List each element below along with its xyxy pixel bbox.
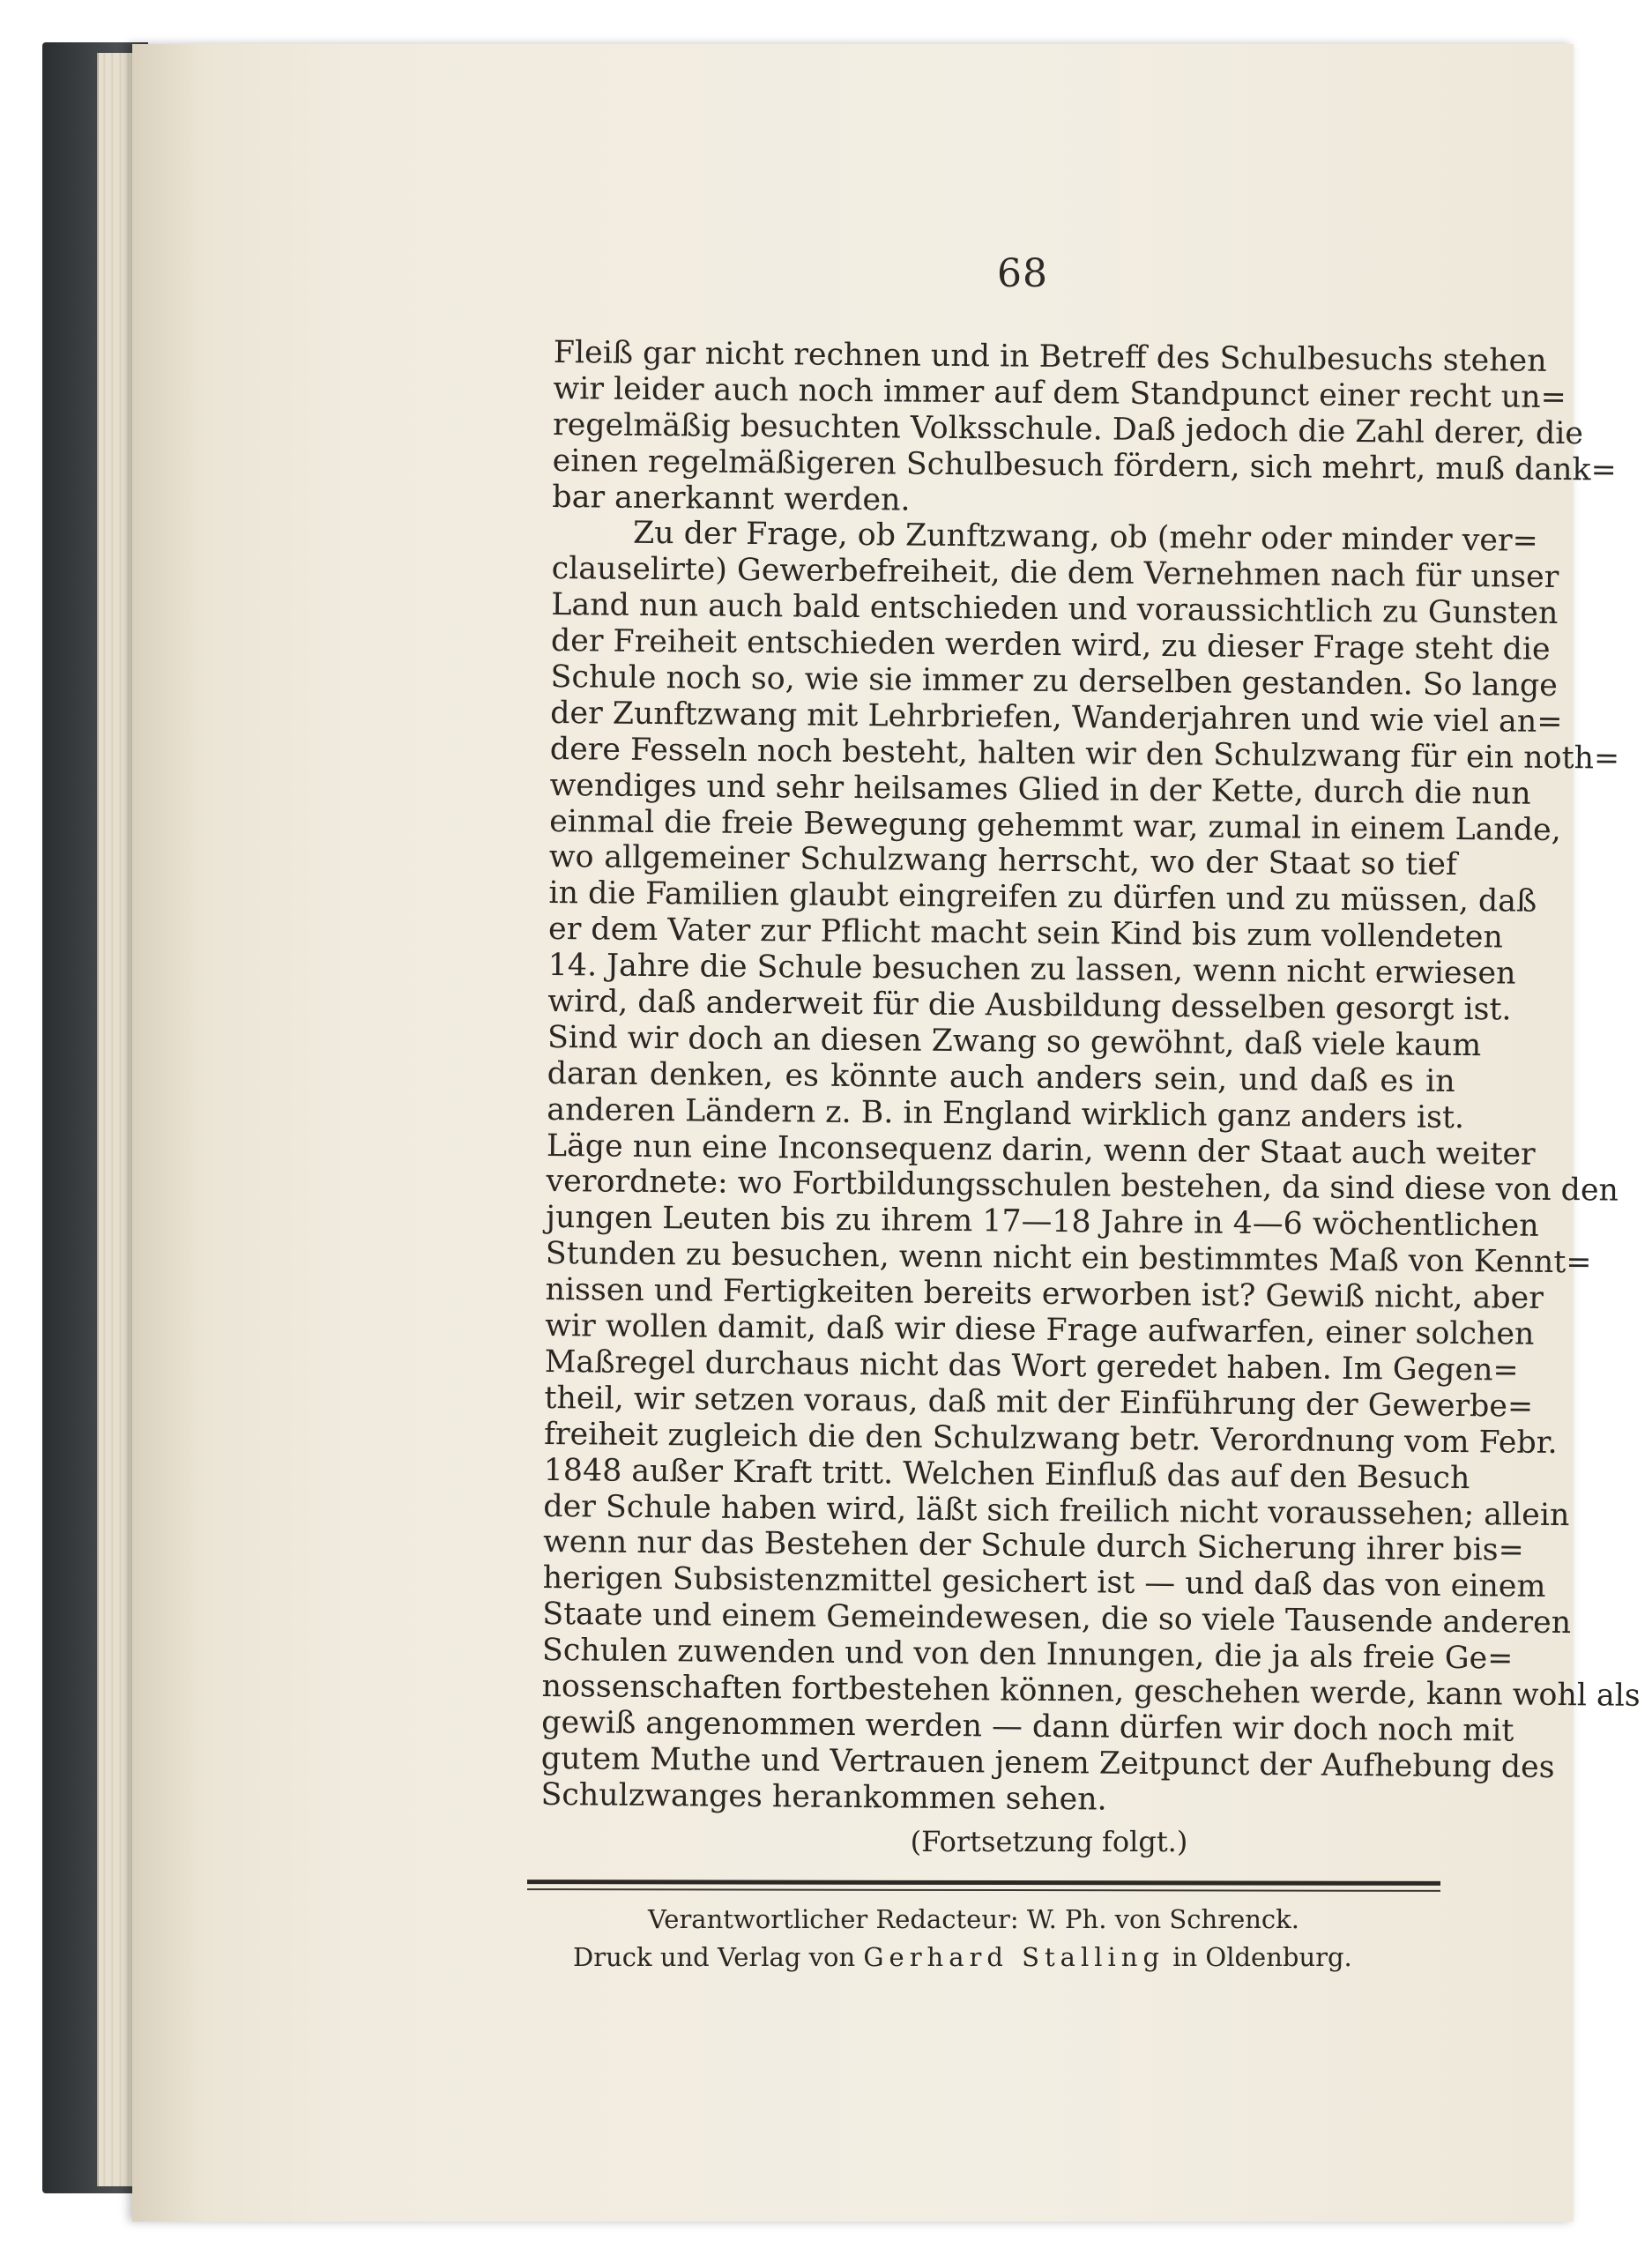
text-line: jungen Leuten bis zu ihrem 17—18 Jahre in 4—6 wöchentlichen [546,1200,1539,1245]
text-line: nossenschaften fortbestehen können, geschehen werde, kann wohl als [541,1668,1641,1714]
editor-name: W. Ph. von Schrenck. [1026,1904,1299,1934]
text-line: der Schule haben wird, läßt sich freilich nicht voraussehen; allein [543,1488,1570,1533]
text-line: gewiß angenommen werden — dann dürfen wir doch noch mit [541,1704,1514,1749]
text-line: Zu der Frage, ob Zunftzwang, ob (mehr oder minder ver= [632,516,1538,560]
text-line: bar anerkannt werden. [552,479,911,518]
text-line: freiheit zugleich die den Schulzwang betr. Verordnung vom Febr. [543,1416,1558,1461]
text-line: Staate und einem Gemeindewesen, die so viele Tausende anderen [542,1597,1572,1641]
page-number: 68 [997,251,1048,296]
text-line: wir leider auch noch immer auf dem Standpunct einer recht un= [553,370,1566,415]
text-line: wo allgemeiner Schulzwang herrscht, wo der Staat so tief [548,839,1457,883]
text-line: theil, wir setzen voraus, daß mit der Einführung der Gewerbe= [544,1380,1534,1425]
text-line: herigen Subsistenzmittel gesichert ist — und daß das von einem [542,1560,1546,1605]
text-line: wendiges und sehr heilsames Glied in der Kette, durch die nun [549,767,1531,812]
editor-label: Verantwortlicher Redacteur: [648,1904,1019,1934]
text-line: einmal die freie Bewegung gehemmt war, zumal in einem Lande, [549,803,1561,848]
text-line: wir wollen damit, daß wir diese Frage aufwarfen, einer solchen [545,1308,1535,1352]
text-line: gutem Muthe und Vertrauen jenem Zeitpunct der Aufhebung des [540,1740,1555,1785]
text-line: Schulen zuwenden und von den Innungen, die ja als freie Ge= [541,1633,1514,1677]
text-line: 1848 außer Kraft tritt. Welchen Einfluß das auf den Besuch [543,1452,1470,1496]
text-line: einen regelmäßigeren Schulbesuch fördern, sich mehrt, muß dank= [552,443,1617,488]
text-line: er dem Vater zur Pflicht macht sein Kind bis zum vollendeten [547,912,1503,956]
text-line: Maßregel durchaus nicht das Wort geredet haben. Im Gegen= [544,1344,1519,1388]
text-line: Läge nun eine Inconsequenz darin, wenn der Staat auch weiter [546,1128,1536,1172]
text-line: Fleiß gar nicht rechnen und in Betreff des Schulbesuchs stehen [553,335,1547,379]
text-line: der Zunftzwang mit Lehrbriefen, Wanderjahren und wie viel an= [550,695,1563,740]
text-line: Schulzwanges herankommen sehen. [540,1776,1107,1818]
text-line: Sind wir doch an diesen Zwang so gewöhnt, daß viele kaum [547,1019,1482,1064]
text-line: wenn nur das Bestehen der Schule durch Sicherung ihrer bis= [542,1524,1524,1569]
text-line: verordnete: wo Fortbildungsschulen bestehen, da sind diese von den [546,1164,1619,1210]
text-line: daran denken, es könnte auch anders sein, und daß es in [547,1055,1455,1099]
printer-place: in Oldenburg. [1172,1942,1352,1972]
printer-name: Gerhard Stalling [863,1942,1165,1972]
body-text [540,335,1641,1820]
text-line: Schule noch so, wie sie immer zu derselben gestanden. So lange [550,659,1559,703]
printer-label: Druck und Verlag von [573,1942,856,1972]
text-line: nissen und Fertigkeiten bereits erworben ist? Gewiß nicht, aber [545,1272,1544,1316]
text-line: wird, daß anderweit für die Ausbildung desselben gesorgt ist. [547,984,1512,1028]
printer-line [573,1942,1455,1972]
continuation-note: (Fortsetzung folgt.) [910,1825,1188,1858]
editor-line [648,1904,1441,1934]
text-line: 14. Jahre die Schule besuchen zu lassen, wenn nicht erwiesen [547,948,1516,992]
text-line: der Freiheit entschieden werden wird, zu dieser Frage steht die [550,623,1551,668]
text-line: in die Familien glaubt eingreifen zu dürfen und zu müssen, daß [548,875,1537,920]
text-line: regelmäßig besuchten Volksschule. Daß jedoch die Zahl derer, die [552,406,1584,451]
text-line: dere Fesseln noch besteht, halten wir den Schulzwang für ein noth= [549,731,1620,777]
text-line: Land nun auch bald entschieden und voraussichtlich zu Gunsten [551,587,1559,632]
text-line: anderen Ländern z. B. in England wirklich ganz anders ist. [547,1091,1465,1135]
text-line: clauselirte) Gewerbefreiheit, die dem Vernehmen nach für unser [551,551,1559,596]
text-line: Stunden zu besuchen, wenn nicht ein bestimmtes Maß von Kennt= [545,1236,1592,1281]
